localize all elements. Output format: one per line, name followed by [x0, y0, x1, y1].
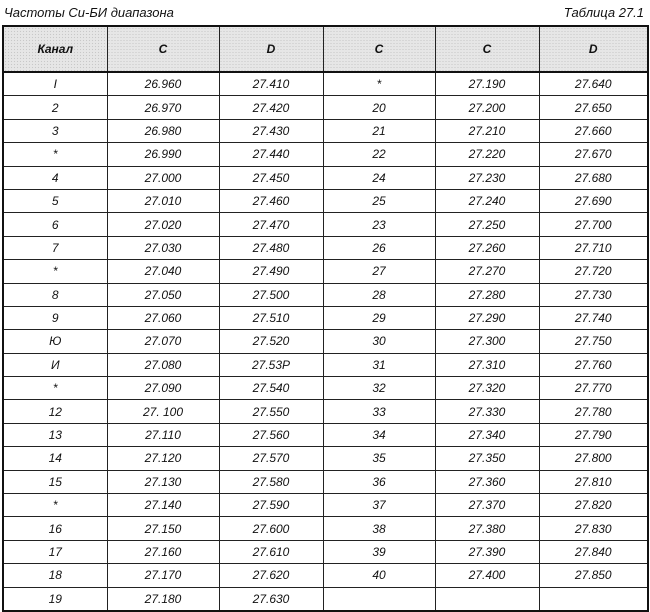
- channel-right-cell: 30: [323, 330, 435, 353]
- freq-c-cell: 27.080: [107, 353, 219, 376]
- freq-d-cell: 27.590: [219, 494, 323, 517]
- channel-cell: 16: [3, 517, 107, 540]
- freq-c-cell: 27.050: [107, 283, 219, 306]
- channel-right-cell: 34: [323, 423, 435, 446]
- freq-c-cell: 27.180: [107, 587, 219, 611]
- table-row: [3, 400, 648, 423]
- freq-d-cell: 27.430: [219, 119, 323, 142]
- channel-right-cell: *: [323, 72, 435, 96]
- freq-c-right-cell: 27.330: [435, 400, 539, 423]
- freq-d-right-cell: 27.700: [539, 213, 648, 236]
- table-row: [3, 587, 648, 611]
- table-row: [3, 306, 648, 329]
- channel-right-cell: 27: [323, 260, 435, 283]
- frequency-table: [2, 25, 649, 612]
- channel-cell: 12: [3, 400, 107, 423]
- freq-c-cell: 27.110: [107, 423, 219, 446]
- freq-d-cell: 27.460: [219, 189, 323, 212]
- freq-d-cell: 27.490: [219, 260, 323, 283]
- channel-right-cell: 32: [323, 377, 435, 400]
- header-d-right: D: [539, 26, 648, 72]
- freq-c-right-cell: 27.230: [435, 166, 539, 189]
- channel-cell: 6: [3, 213, 107, 236]
- header-c: C: [107, 26, 219, 72]
- freq-c-right-cell: 27.220: [435, 143, 539, 166]
- table-row: [3, 353, 648, 376]
- channel-right-cell: 29: [323, 306, 435, 329]
- channel-right-cell: 21: [323, 119, 435, 142]
- table-row: [3, 494, 648, 517]
- freq-d-right-cell: 27.780: [539, 400, 648, 423]
- freq-c-cell: 27.150: [107, 517, 219, 540]
- freq-c-right-cell: 27.190: [435, 72, 539, 96]
- channel-cell: 14: [3, 447, 107, 470]
- channel-right-cell: 36: [323, 470, 435, 493]
- channel-cell: 5: [3, 189, 107, 212]
- freq-c-cell: 27.040: [107, 260, 219, 283]
- channel-cell: 3: [3, 119, 107, 142]
- freq-d-right-cell: 27.810: [539, 470, 648, 493]
- freq-c-right-cell: 27.380: [435, 517, 539, 540]
- channel-cell: 2: [3, 96, 107, 119]
- freq-d-right-cell: 27.760: [539, 353, 648, 376]
- channel-right-cell: 35: [323, 447, 435, 470]
- channel-cell: 19: [3, 587, 107, 611]
- table-row: [3, 540, 648, 563]
- freq-c-cell: 27.030: [107, 236, 219, 259]
- channel-right-cell: 38: [323, 517, 435, 540]
- freq-d-cell: 27.630: [219, 587, 323, 611]
- freq-d-right-cell: 27.790: [539, 423, 648, 446]
- freq-d-cell: 27.450: [219, 166, 323, 189]
- freq-d-cell: 27.53P: [219, 353, 323, 376]
- channel-right-cell: 23: [323, 213, 435, 236]
- channel-cell: И: [3, 353, 107, 376]
- header-channel: Канал: [3, 26, 107, 72]
- freq-c-right-cell: 27.370: [435, 494, 539, 517]
- table-row: [3, 423, 648, 446]
- freq-d-right-cell: 27.660: [539, 119, 648, 142]
- table-row: [3, 213, 648, 236]
- freq-d-cell: 27.550: [219, 400, 323, 423]
- freq-c-cell: 27.010: [107, 189, 219, 212]
- freq-c-cell: 27.090: [107, 377, 219, 400]
- channel-cell: 18: [3, 564, 107, 587]
- freq-c-right-cell: 27.270: [435, 260, 539, 283]
- table-row: [3, 260, 648, 283]
- freq-d-cell: 27.540: [219, 377, 323, 400]
- table-row: [3, 166, 648, 189]
- freq-d-right-cell: 27.650: [539, 96, 648, 119]
- channel-right-cell: 20: [323, 96, 435, 119]
- freq-d-right-cell: 27.740: [539, 306, 648, 329]
- freq-c-cell: 27.120: [107, 447, 219, 470]
- channel-cell: I: [3, 72, 107, 96]
- channel-cell: *: [3, 494, 107, 517]
- freq-d-right-cell: 27.750: [539, 330, 648, 353]
- table-row: [3, 72, 648, 96]
- freq-c-right-cell: 27.390: [435, 540, 539, 563]
- channel-cell: 17: [3, 540, 107, 563]
- channel-right-cell: 40: [323, 564, 435, 587]
- freq-d-cell: 27.610: [219, 540, 323, 563]
- freq-d-cell: 27.580: [219, 470, 323, 493]
- table-row: [3, 236, 648, 259]
- channel-cell: *: [3, 143, 107, 166]
- freq-c-cell: 27.160: [107, 540, 219, 563]
- table-row: [3, 96, 648, 119]
- freq-c-cell: 27.060: [107, 306, 219, 329]
- freq-c-cell: 26.980: [107, 119, 219, 142]
- freq-c-cell: 26.970: [107, 96, 219, 119]
- freq-c-right-cell: 27.250: [435, 213, 539, 236]
- freq-d-right-cell: 27.730: [539, 283, 648, 306]
- channel-right-cell: 24: [323, 166, 435, 189]
- freq-d-cell: 27.420: [219, 96, 323, 119]
- freq-c-cell: 27.020: [107, 213, 219, 236]
- freq-d-cell: 27.440: [219, 143, 323, 166]
- freq-d-right-cell: 27.640: [539, 72, 648, 96]
- freq-c-cell: 27.000: [107, 166, 219, 189]
- freq-c-right-cell: 27.360: [435, 470, 539, 493]
- table-number: Таблица 27.1: [563, 5, 644, 20]
- table-caption: [0, 0, 650, 24]
- table-row: [3, 517, 648, 540]
- freq-c-right-cell: 27.280: [435, 283, 539, 306]
- freq-c-right-cell: 27.290: [435, 306, 539, 329]
- freq-d-cell: 27.480: [219, 236, 323, 259]
- table-row: [3, 564, 648, 587]
- freq-d-right-cell: 27.710: [539, 236, 648, 259]
- freq-d-cell: 27.470: [219, 213, 323, 236]
- freq-c-right-cell: 27.210: [435, 119, 539, 142]
- channel-right-cell: 39: [323, 540, 435, 563]
- header-c-right-2: C: [435, 26, 539, 72]
- freq-d-right-cell: 27.800: [539, 447, 648, 470]
- channel-right-cell: 31: [323, 353, 435, 376]
- channel-cell: Ю: [3, 330, 107, 353]
- freq-c-right-cell: 27.300: [435, 330, 539, 353]
- table-row: [3, 330, 648, 353]
- freq-c-right-cell: 27.260: [435, 236, 539, 259]
- channel-right-cell: [323, 587, 435, 611]
- freq-d-right-cell: 27.840: [539, 540, 648, 563]
- channel-cell: *: [3, 260, 107, 283]
- freq-c-right-cell: [435, 587, 539, 611]
- freq-c-right-cell: 27.310: [435, 353, 539, 376]
- freq-d-right-cell: 27.820: [539, 494, 648, 517]
- freq-c-cell: 27.140: [107, 494, 219, 517]
- freq-c-cell: 27.170: [107, 564, 219, 587]
- channel-cell: 7: [3, 236, 107, 259]
- channel-right-cell: 33: [323, 400, 435, 423]
- freq-d-cell: 27.570: [219, 447, 323, 470]
- table-title: Частоты Си-БИ диапазона: [4, 5, 174, 20]
- freq-c-right-cell: 27.200: [435, 96, 539, 119]
- table-row: [3, 447, 648, 470]
- channel-right-cell: 22: [323, 143, 435, 166]
- table-row: [3, 470, 648, 493]
- table-body: [3, 72, 648, 611]
- channel-right-cell: 37: [323, 494, 435, 517]
- channel-cell: *: [3, 377, 107, 400]
- header-row: [3, 26, 648, 72]
- freq-d-right-cell: 27.670: [539, 143, 648, 166]
- table-row: [3, 283, 648, 306]
- freq-d-right-cell: 27.830: [539, 517, 648, 540]
- freq-d-cell: 27.510: [219, 306, 323, 329]
- freq-d-right-cell: 27.850: [539, 564, 648, 587]
- freq-d-cell: 27.410: [219, 72, 323, 96]
- freq-c-right-cell: 27.320: [435, 377, 539, 400]
- freq-d-cell: 27.600: [219, 517, 323, 540]
- freq-c-cell: 27. 100: [107, 400, 219, 423]
- freq-c-cell: 26.960: [107, 72, 219, 96]
- freq-d-right-cell: 27.680: [539, 166, 648, 189]
- channel-cell: 4: [3, 166, 107, 189]
- freq-d-right-cell: 27.770: [539, 377, 648, 400]
- channel-right-cell: 26: [323, 236, 435, 259]
- header-d: D: [219, 26, 323, 72]
- freq-c-cell: 27.130: [107, 470, 219, 493]
- freq-c-cell: 26.990: [107, 143, 219, 166]
- channel-right-cell: 25: [323, 189, 435, 212]
- freq-c-right-cell: 27.350: [435, 447, 539, 470]
- channel-right-cell: 28: [323, 283, 435, 306]
- freq-c-cell: 27.070: [107, 330, 219, 353]
- table-header: [3, 26, 648, 72]
- table-row: [3, 377, 648, 400]
- freq-d-cell: 27.520: [219, 330, 323, 353]
- header-c-right: C: [323, 26, 435, 72]
- freq-c-right-cell: 27.400: [435, 564, 539, 587]
- channel-cell: 13: [3, 423, 107, 446]
- table-row: [3, 189, 648, 212]
- freq-d-cell: 27.620: [219, 564, 323, 587]
- freq-c-right-cell: 27.240: [435, 189, 539, 212]
- freq-d-right-cell: 27.720: [539, 260, 648, 283]
- table-row: [3, 119, 648, 142]
- channel-cell: 8: [3, 283, 107, 306]
- freq-d-cell: 27.560: [219, 423, 323, 446]
- channel-cell: 15: [3, 470, 107, 493]
- channel-cell: 9: [3, 306, 107, 329]
- table-row: [3, 143, 648, 166]
- freq-c-right-cell: 27.340: [435, 423, 539, 446]
- freq-d-cell: 27.500: [219, 283, 323, 306]
- freq-d-right-cell: 27.690: [539, 189, 648, 212]
- freq-d-right-cell: [539, 587, 648, 611]
